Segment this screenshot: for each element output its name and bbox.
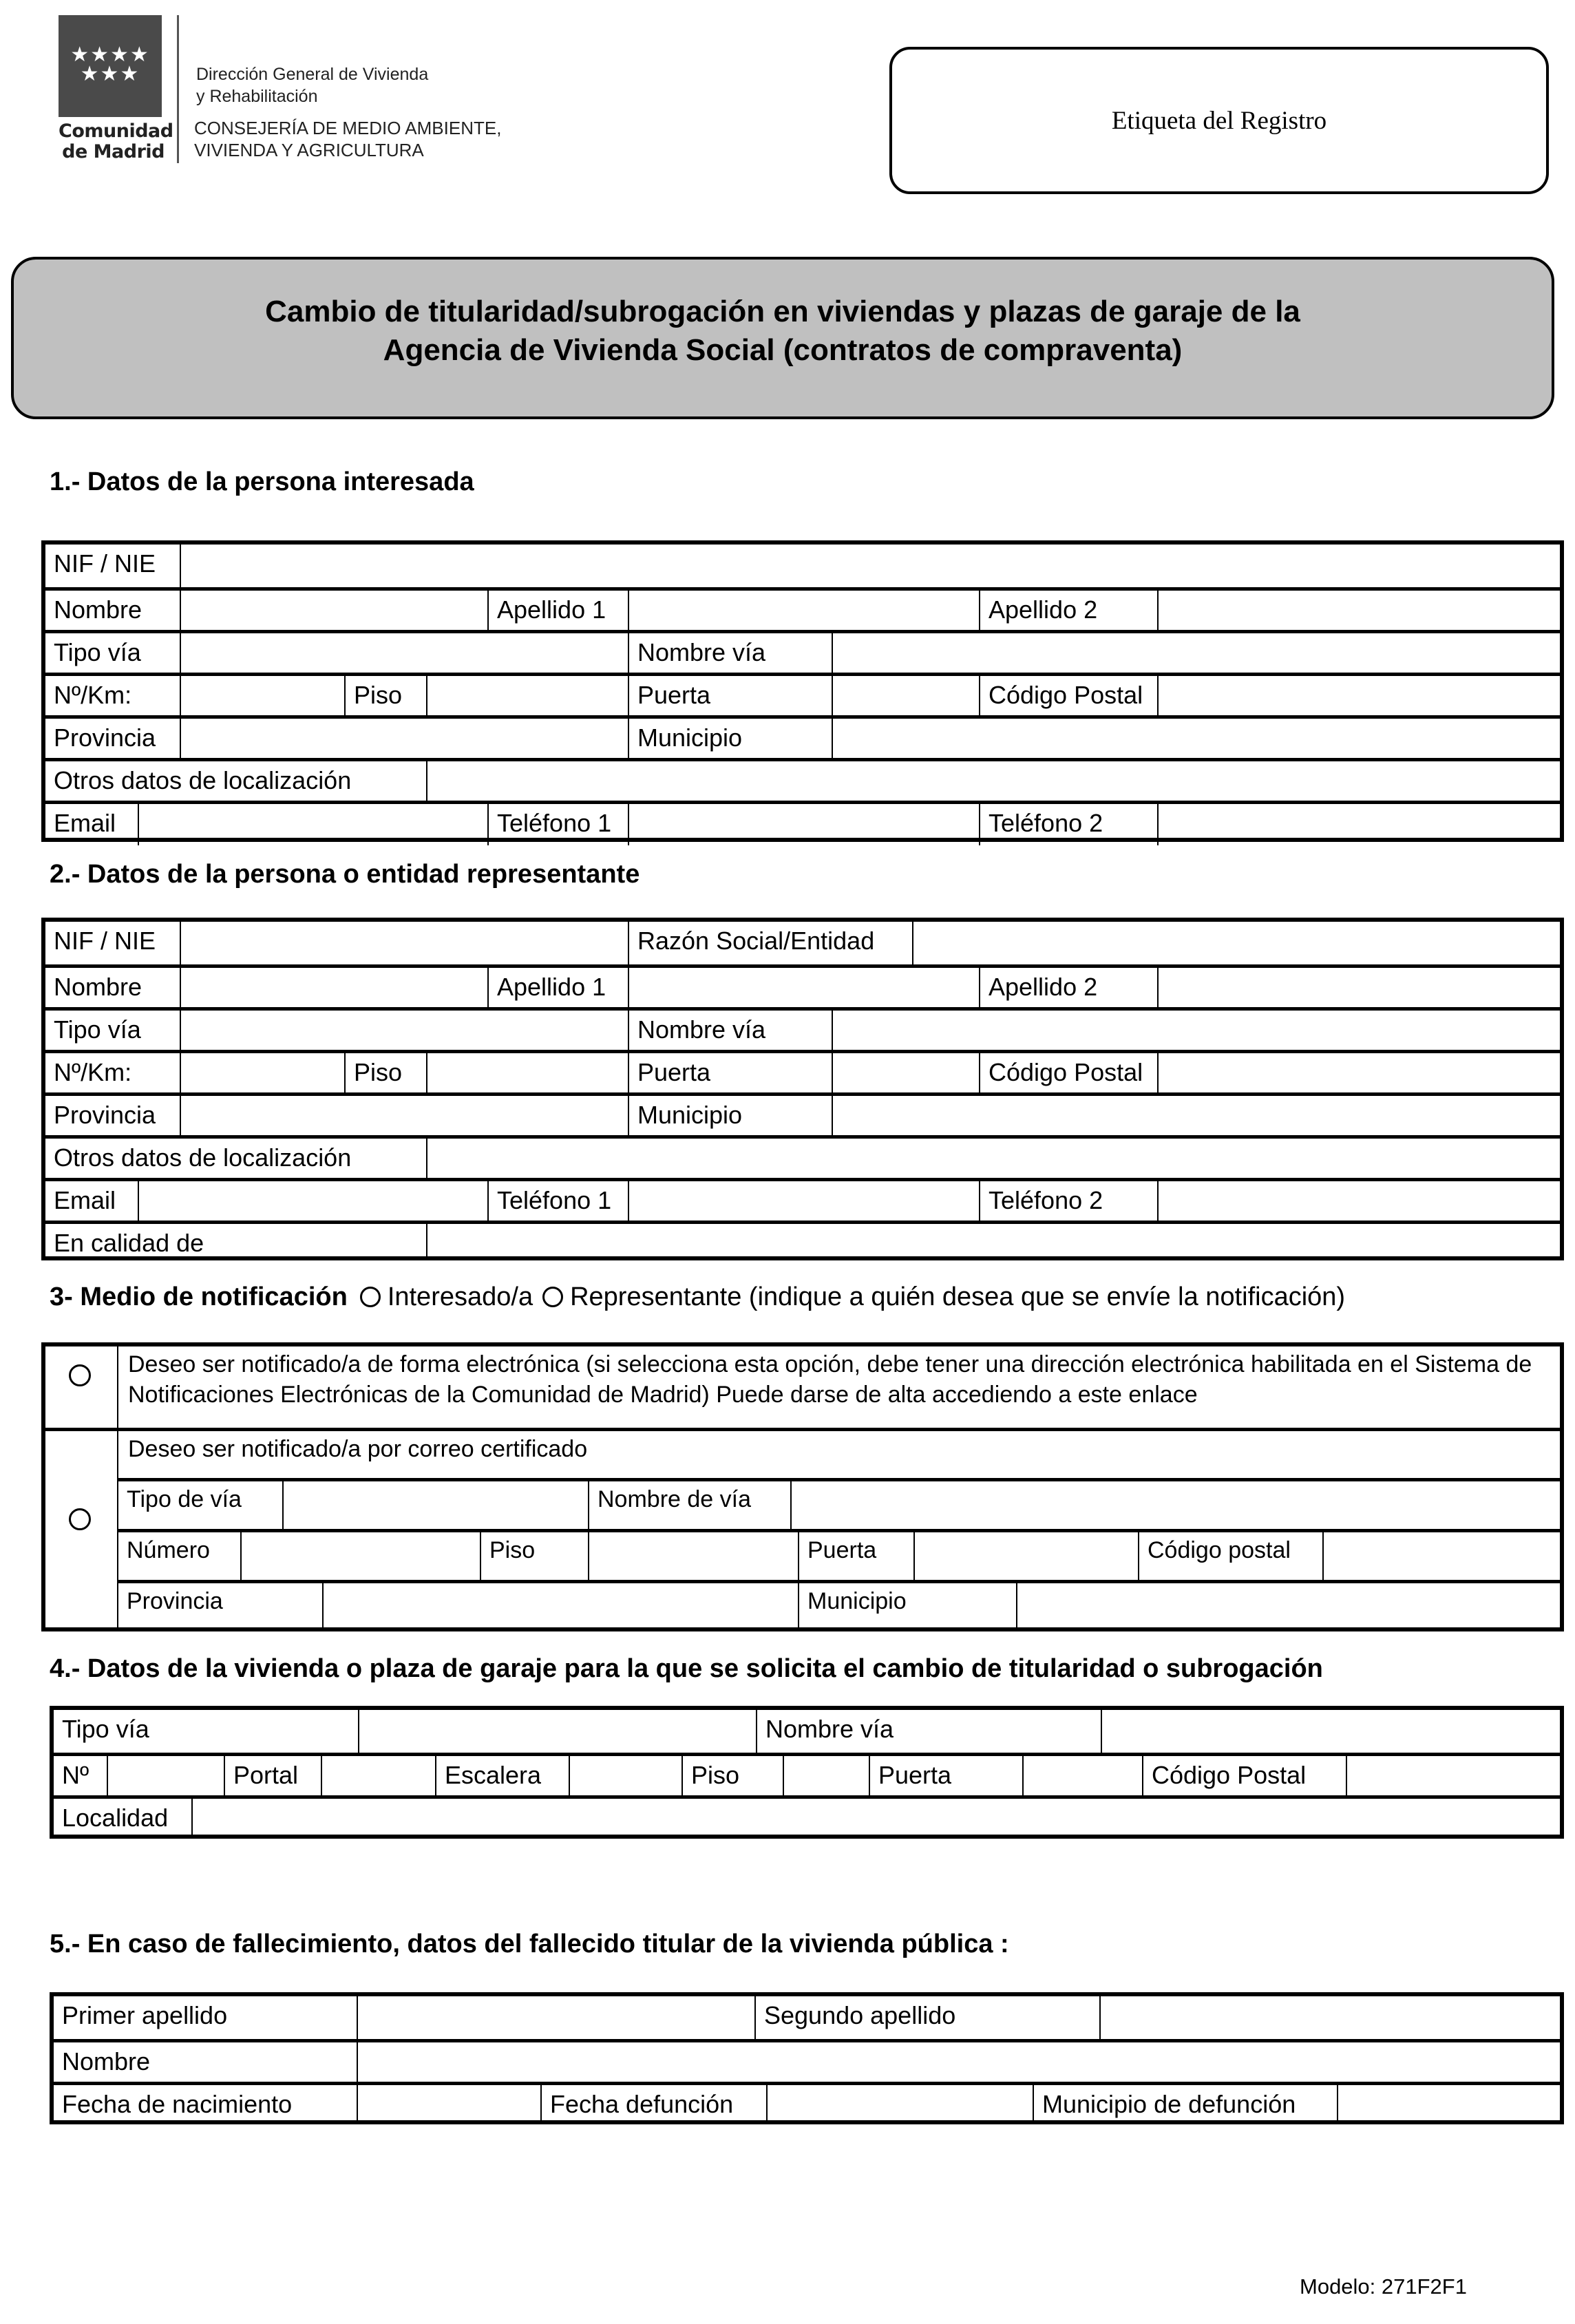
section3-heading: 3- Medio de notificación: [50, 1282, 348, 1311]
label-portal: Portal: [224, 1756, 321, 1799]
postal-radio-cell: [45, 1431, 117, 1627]
puerta-field[interactable]: [832, 676, 979, 719]
table-row: [54, 1710, 1560, 1753]
rep-numero-field[interactable]: [180, 1053, 344, 1096]
fallecido-nombre-field[interactable]: [357, 2042, 1560, 2085]
label-piso: Piso: [480, 1532, 588, 1583]
fallecido-primer-apellido-field[interactable]: [357, 1996, 754, 2039]
viv-nombre-via-field[interactable]: [1101, 1710, 1560, 1753]
notif-nombre-via-field[interactable]: [790, 1481, 1560, 1532]
registry-label-box: [889, 47, 1549, 194]
label-nombre-via: Nombre vía: [628, 633, 832, 676]
label-codigo-postal: Código Postal: [979, 676, 1157, 719]
table-row: [45, 801, 1560, 845]
label-puerta: Puerta: [798, 1532, 913, 1583]
label-numero: Número: [127, 1537, 210, 1563]
department-name: [196, 63, 428, 107]
label-codigo-postal: Código Postal: [979, 1053, 1157, 1096]
label-nombre: Nombre: [62, 2047, 151, 2075]
label-piso: Piso: [344, 1053, 426, 1096]
fallecido-fecha-nacimiento-field[interactable]: [357, 2085, 540, 2120]
electronic-radio-cell: [45, 1346, 117, 1428]
table-row: [45, 1050, 1560, 1096]
section3-heading-row: [50, 1282, 1345, 1312]
table-row: [54, 2082, 1560, 2120]
department-line2: y Rehabilitación: [196, 87, 318, 106]
ministry-name: [194, 117, 501, 161]
municipio-field[interactable]: [832, 719, 1560, 761]
table-row: [45, 1135, 1560, 1181]
logo-name-line2: de Madrid: [62, 141, 165, 162]
viv-localidad-field[interactable]: [191, 1799, 1560, 1835]
rep-piso-field[interactable]: [426, 1053, 628, 1096]
table-row: [45, 1092, 1560, 1139]
viv-numero-field[interactable]: [107, 1756, 224, 1799]
electronic-notification-radio[interactable]: [69, 1364, 91, 1386]
header-divider: [177, 15, 179, 163]
table-row: [54, 1753, 1560, 1799]
table-row: [45, 1221, 1560, 1260]
notif-puerta-field[interactable]: [913, 1532, 1138, 1583]
table-row: [45, 587, 1560, 633]
table-row: [45, 715, 1560, 761]
rep-municipio-field[interactable]: [832, 1096, 1560, 1139]
nombre-via-field[interactable]: [832, 633, 1560, 676]
label-municipio-defuncion: Municipio de defunción: [1033, 2085, 1337, 2120]
notify-representante-radio[interactable]: [542, 1287, 563, 1307]
section2-table: [41, 918, 1564, 1260]
label-piso: Piso: [681, 1756, 783, 1799]
label-fecha-defuncion: Fecha defunción: [540, 2085, 766, 2120]
label-nombre-via: Nombre vía: [756, 1710, 1101, 1753]
rep-nombre-field[interactable]: [180, 968, 487, 1011]
telefono1-field[interactable]: [628, 804, 979, 845]
table-row: [45, 758, 1560, 804]
label-tipo-via: Tipo vía: [54, 1015, 141, 1044]
viv-tipo-via-field[interactable]: [358, 1710, 756, 1753]
label-nombre: Nombre: [54, 595, 142, 624]
nif-field[interactable]: [180, 545, 1560, 587]
nombre-field[interactable]: [180, 591, 487, 633]
label-apellido2: Apellido 2: [979, 968, 1157, 1011]
provincia-field[interactable]: [180, 719, 628, 761]
table-row: [118, 1580, 1560, 1627]
rep-razon-social-field[interactable]: [912, 922, 1560, 964]
label-apellido2: Apellido 2: [979, 591, 1157, 633]
department-line1: Dirección General de Vivienda: [196, 65, 429, 84]
label-email: Email: [54, 1186, 116, 1214]
section4-table: [50, 1706, 1564, 1839]
table-row: [54, 2039, 1560, 2085]
viv-portal-field[interactable]: [321, 1756, 435, 1799]
label-razon-social: Razón Social/Entidad: [628, 922, 912, 964]
table-row: [45, 1178, 1560, 1224]
model-number: Modelo: 271F2F1: [1300, 2274, 1467, 2299]
form-title-box: [11, 257, 1554, 419]
section2-heading: 2.- Datos de la persona o entidad representante: [50, 860, 640, 889]
notif-tipo-via-field[interactable]: [282, 1481, 588, 1532]
codigo-postal-field[interactable]: [1157, 676, 1560, 719]
label-apellido1: Apellido 1: [487, 591, 628, 633]
label-provincia: Provincia: [127, 1588, 223, 1614]
logo-wordmark: [59, 120, 173, 162]
table-row: [118, 1529, 1560, 1583]
label-nif: NIF / NIE: [54, 549, 156, 578]
label-numero: Nº: [62, 1761, 89, 1789]
rep-tipo-via-field[interactable]: [180, 1011, 628, 1053]
rep-telefono1-field[interactable]: [628, 1181, 979, 1224]
registry-label: Etiqueta del Registro: [1111, 106, 1327, 135]
rep-nif-field[interactable]: [180, 922, 628, 964]
electronic-notification-text: Deseo ser notificado/a de forma electrónica (si selecciona esta opción, debe tener una dirección electrónica habilitada en el Sistema de Notificaciones Electrónicas de la Comunidad de Madrid) Puede darse de alta accediendo a este enlace: [117, 1346, 1560, 1428]
rep-telefono2-field[interactable]: [1157, 1181, 1560, 1224]
postal-notification-text: Deseo ser notificado/a por correo certificado: [128, 1436, 588, 1462]
label-email: Email: [54, 809, 116, 837]
postal-notification-radio[interactable]: [69, 1508, 91, 1530]
label-primer-apellido: Primer apellido: [62, 2001, 228, 2029]
ministry-line2: VIVIENDA Y AGRICULTURA: [194, 140, 424, 160]
apellido1-field[interactable]: [628, 591, 979, 633]
numero-field[interactable]: [180, 676, 344, 719]
label-numero: Nº/Km:: [54, 681, 132, 709]
postal-details: [117, 1431, 1560, 1627]
label-otros-datos: Otros datos de localización: [54, 766, 352, 794]
notify-interesado-radio[interactable]: [360, 1287, 381, 1307]
table-row: [54, 1795, 1560, 1835]
label-tipo-via: Tipo de vía: [127, 1486, 242, 1512]
table-row: [118, 1478, 1560, 1532]
postal-header-row: [118, 1431, 1560, 1478]
rep-apellido2-field[interactable]: [1157, 968, 1560, 1011]
apellido2-field[interactable]: [1157, 591, 1560, 633]
telefono2-field[interactable]: [1157, 804, 1560, 845]
postal-option-row: [45, 1428, 1560, 1627]
form-title-line2: Agencia de Vivienda Social (contratos de compraventa): [383, 333, 1183, 367]
label-codigo-postal: Código Postal: [1142, 1756, 1346, 1799]
fallecido-municipio-defuncion-field[interactable]: [1337, 2085, 1560, 2120]
label-tipo-via: Tipo vía: [62, 1715, 149, 1743]
label-telefono2: Teléfono 2: [979, 1181, 1157, 1224]
label-escalera: Escalera: [435, 1756, 569, 1799]
ministry-line1: CONSEJERÍA DE MEDIO AMBIENTE,: [194, 118, 502, 138]
logo-name-line1: Comunidad: [59, 120, 173, 142]
table-row: [45, 964, 1560, 1011]
rep-email-field[interactable]: [138, 1181, 487, 1224]
rep-codigo-postal-field[interactable]: [1157, 1053, 1560, 1096]
table-row: [45, 1007, 1560, 1053]
stars-icon: ★★★★ ★★★: [70, 43, 150, 85]
notif-municipio-field[interactable]: [1016, 1583, 1560, 1627]
rep-en-calidad-field[interactable]: [426, 1224, 1560, 1260]
electronic-option-row: [45, 1346, 1560, 1428]
rep-provincia-field[interactable]: [180, 1096, 628, 1139]
label-piso: Piso: [344, 676, 426, 719]
label-municipio: Municipio: [628, 719, 832, 761]
label-puerta: Puerta: [869, 1756, 1022, 1799]
notif-numero-field[interactable]: [240, 1532, 480, 1583]
viv-escalera-field[interactable]: [569, 1756, 681, 1799]
label-fecha-nacimiento: Fecha de nacimiento: [62, 2090, 293, 2118]
label-nombre: Nombre: [54, 973, 142, 1001]
table-row: [45, 630, 1560, 676]
label-provincia: Provincia: [54, 1101, 156, 1129]
section5-table: [50, 1992, 1564, 2124]
label-otros-datos: Otros datos de localización: [54, 1143, 352, 1172]
tipo-via-field[interactable]: [180, 633, 628, 676]
notify-interesado-label: Interesado/a: [387, 1282, 533, 1311]
fallecido-fecha-defuncion-field[interactable]: [766, 2085, 1033, 2120]
table-row: [54, 1996, 1560, 2039]
label-puerta: Puerta: [628, 1053, 832, 1096]
label-nombre-via: Nombre de vía: [588, 1481, 790, 1532]
section3-table: [41, 1342, 1564, 1631]
viv-codigo-postal-field[interactable]: [1346, 1756, 1560, 1799]
notify-representante-label: Representante (indique a quién desea que se envíe la notificación): [570, 1282, 1346, 1311]
viv-puerta-field[interactable]: [1022, 1756, 1142, 1799]
email-field[interactable]: [138, 804, 487, 845]
label-nombre-via: Nombre vía: [628, 1011, 832, 1053]
label-segundo-apellido: Segundo apellido: [754, 1996, 1099, 2039]
viv-piso-field[interactable]: [783, 1756, 869, 1799]
table-row: [45, 545, 1560, 587]
label-tipo-via: Tipo vía: [54, 638, 141, 666]
notif-provincia-field[interactable]: [322, 1583, 798, 1627]
rep-puerta-field[interactable]: [832, 1053, 979, 1096]
label-telefono1: Teléfono 1: [487, 804, 628, 845]
section4-heading: 4.- Datos de la vivienda o plaza de garaje para la que se solicita el cambio de titularidad o subrogación: [50, 1654, 1323, 1683]
label-nif: NIF / NIE: [54, 927, 156, 955]
label-apellido1: Apellido 1: [487, 968, 628, 1011]
rep-apellido1-field[interactable]: [628, 968, 979, 1011]
label-telefono1: Teléfono 1: [487, 1181, 628, 1224]
fallecido-segundo-apellido-field[interactable]: [1099, 1996, 1560, 2039]
form-title-line1: Cambio de titularidad/subrogación en viviendas y plazas de garaje de la: [265, 295, 1300, 328]
label-en-calidad: En calidad de: [54, 1229, 204, 1257]
label-provincia: Provincia: [54, 723, 156, 752]
otros-datos-field[interactable]: [426, 761, 1560, 804]
table-row: [45, 673, 1560, 719]
table-row: [45, 922, 1560, 964]
label-municipio: Municipio: [798, 1583, 1016, 1627]
rep-otros-datos-field[interactable]: [426, 1139, 1560, 1181]
section5-heading: 5.- En caso de fallecimiento, datos del fallecido titular de la vivienda pública :: [50, 1930, 1009, 1958]
piso-field[interactable]: [426, 676, 628, 719]
label-puerta: Puerta: [628, 676, 832, 719]
notif-piso-field[interactable]: [588, 1532, 798, 1583]
notif-codigo-postal-field[interactable]: [1322, 1532, 1560, 1583]
label-numero: Nº/Km:: [54, 1058, 132, 1086]
label-municipio: Municipio: [628, 1096, 832, 1139]
label-telefono2: Teléfono 2: [979, 804, 1157, 845]
section1-table: [41, 540, 1564, 842]
rep-nombre-via-field[interactable]: [832, 1011, 1560, 1053]
section1-heading: 1.- Datos de la persona interesada: [50, 467, 474, 496]
label-codigo-postal: Código postal: [1138, 1532, 1322, 1583]
label-localidad: Localidad: [62, 1804, 169, 1832]
